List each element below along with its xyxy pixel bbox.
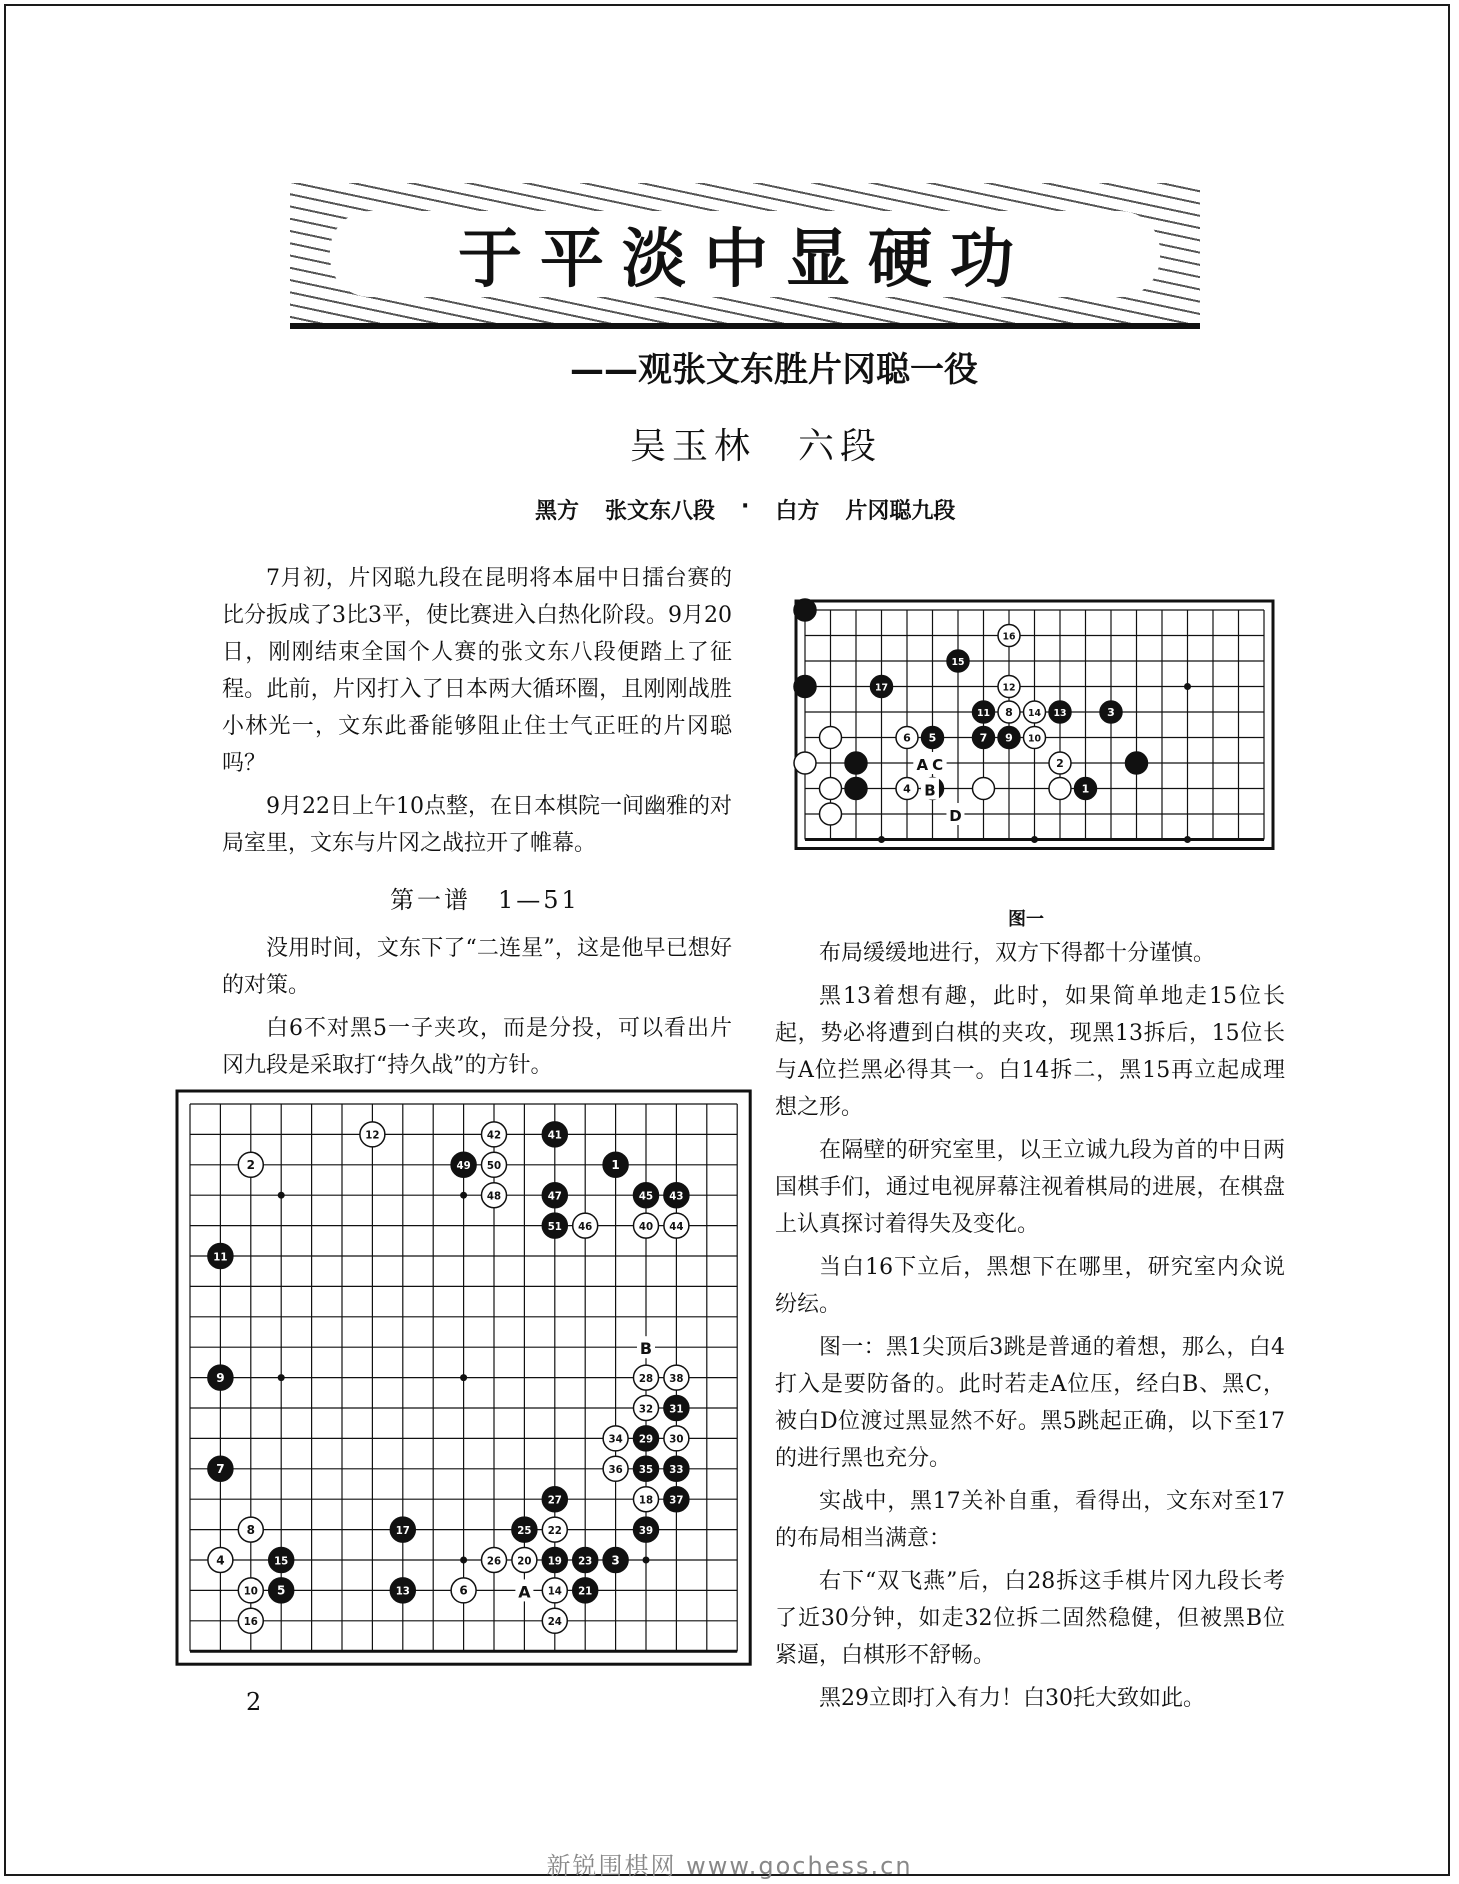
black-stone xyxy=(1126,752,1148,774)
move-number: 5 xyxy=(277,1583,286,1598)
move-number: 7 xyxy=(979,731,988,745)
move-number: 4 xyxy=(216,1553,225,1568)
move-number: 35 xyxy=(638,1465,654,1477)
move-number: 2 xyxy=(246,1158,255,1173)
white-stone xyxy=(542,1578,567,1603)
stone-disc xyxy=(820,727,842,749)
move-number: 17 xyxy=(395,1525,410,1537)
commentary-paragraph: 布局缓缓地进行，双方下得都十分谨慎。 xyxy=(819,941,1216,966)
move-number: 30 xyxy=(669,1434,684,1446)
move-number: 9 xyxy=(1005,731,1013,745)
move-number: 15 xyxy=(951,656,965,668)
star-point xyxy=(1031,836,1038,843)
star-point xyxy=(643,1557,650,1564)
move-number: 13 xyxy=(1053,707,1067,719)
move-number: 8 xyxy=(1005,705,1013,719)
commentary-paragraph: 当白16下立后，黑想下在哪里，研究室内众说纷纭。 xyxy=(775,1255,1285,1317)
black-label: 黑方 xyxy=(535,499,580,524)
white-stone xyxy=(360,1122,385,1147)
intro-paragraph: 7月初，片冈聪九段在昆明将本届中日擂台赛的比分扳成了3比3平，使比赛进入白热化阶段。9月20日，刚刚结束全国个人赛的张文东八段便踏上了征程。此前，片冈打入了日本两大循环圈，且刚刚战胜小林光一，文东此番能够阻止住士气正旺的片冈聪吗？ xyxy=(222,566,732,776)
move-number: 3 xyxy=(611,1553,620,1568)
white-stone xyxy=(482,1152,507,1177)
black-stone xyxy=(1100,701,1122,723)
commentary-paragraph: 黑29立即打入有力！白30托大致如此。 xyxy=(819,1686,1205,1711)
figure-one-board xyxy=(795,600,1275,886)
white-stone xyxy=(664,1426,689,1451)
move-number: 19 xyxy=(547,1556,562,1568)
move-number: 47 xyxy=(547,1191,562,1203)
move-number: 34 xyxy=(608,1434,623,1446)
white-stone xyxy=(1049,778,1071,800)
board-letter-label: C xyxy=(932,756,944,774)
stone-disc xyxy=(1049,778,1071,800)
move-number: 39 xyxy=(638,1525,654,1537)
commentary-paragraph: 黑13着想有趣，此时，如果简单地走15位长起，势必将遭到白棋的夹攻，现黑13拆后，15位长与A位拦黑必得其一。白14拆二，黑15再立起成理想之形。 xyxy=(775,984,1285,1120)
move-number: 46 xyxy=(578,1221,593,1233)
black-stone xyxy=(664,1183,689,1208)
move-number: 8 xyxy=(246,1522,255,1537)
move-number: 51 xyxy=(547,1221,562,1233)
move-number: 31 xyxy=(669,1404,684,1416)
black-stone xyxy=(947,650,969,672)
stone-disc xyxy=(820,778,842,800)
white-stone xyxy=(896,778,918,800)
black-stone xyxy=(664,1487,689,1512)
intro-column xyxy=(222,560,732,868)
stone-disc xyxy=(845,778,867,800)
move-number: 10 xyxy=(243,1586,258,1598)
white-stone xyxy=(820,778,842,800)
move-number: 45 xyxy=(638,1191,654,1203)
article-title: 于平淡中显硬功 xyxy=(458,223,1032,297)
move-number: 20 xyxy=(517,1556,532,1568)
stone-disc xyxy=(973,778,995,800)
black-stone xyxy=(603,1548,628,1573)
commentary-paragraph: 没用时间，文东下了“二连星”，这是他早已想好的对策。 xyxy=(222,936,732,998)
move-number: 18 xyxy=(638,1495,654,1507)
move-number: 29 xyxy=(638,1434,654,1446)
commentary-paragraph: 实战中，黑17关补自重，看得出，文东对至17的布局相当满意： xyxy=(775,1489,1285,1551)
move-number: 36 xyxy=(608,1465,623,1477)
white-stone xyxy=(998,625,1020,647)
black-stone xyxy=(603,1152,628,1177)
stone-disc xyxy=(794,676,816,698)
stone-disc xyxy=(1126,752,1148,774)
move-number: 6 xyxy=(459,1583,468,1598)
black-stone xyxy=(634,1517,659,1542)
white-stone xyxy=(634,1213,659,1238)
move-number: 10 xyxy=(1027,733,1042,745)
white-stone xyxy=(208,1548,233,1573)
white-stone xyxy=(482,1183,507,1208)
white-stone xyxy=(1024,701,1046,723)
black-stone xyxy=(794,676,816,698)
move-number: 50 xyxy=(486,1161,502,1173)
move-number: 44 xyxy=(669,1221,684,1233)
black-stone xyxy=(1049,701,1071,723)
black-player: 张文东八段 xyxy=(605,499,716,524)
white-stone xyxy=(820,803,842,825)
move-number: 9 xyxy=(216,1370,225,1385)
stone-disc xyxy=(794,599,816,621)
move-number: 12 xyxy=(365,1130,380,1142)
move-number: 40 xyxy=(638,1221,654,1233)
black-stone xyxy=(871,676,893,698)
commentary-paragraph: 在隔壁的研究室里，以王立诚九段为首的中日两国棋手们，通过电视屏幕注视着棋局的进展，在棋盘上认真探讨着得失及变化。 xyxy=(775,1138,1285,1237)
move-number: 2 xyxy=(1056,756,1064,770)
intro-paragraph: 9月22日上午10点整，在日本棋院一间幽雅的对局室里，文东与片冈之战拉开了帷幕。 xyxy=(222,794,732,856)
white-stone xyxy=(634,1365,659,1390)
stone-disc xyxy=(794,752,816,774)
white-stone xyxy=(512,1548,537,1573)
white-stone xyxy=(896,727,918,749)
move-number: 14 xyxy=(547,1586,562,1598)
white-stone xyxy=(542,1608,567,1633)
move-number: 3 xyxy=(1107,705,1115,719)
move-number: 15 xyxy=(274,1556,289,1568)
black-stone xyxy=(1075,778,1097,800)
star-point xyxy=(278,1374,285,1381)
star-point xyxy=(278,1192,285,1199)
black-stone xyxy=(208,1365,233,1390)
black-stone xyxy=(922,727,944,749)
black-stone xyxy=(542,1548,567,1573)
white-stone xyxy=(634,1487,659,1512)
move-number: 6 xyxy=(903,731,911,745)
move-number: 4 xyxy=(903,782,911,796)
move-number: 11 xyxy=(213,1252,228,1264)
commentary-paragraph: 图一：黑1尖顶后3跳是普通的着想，那么，白4打入是要防备的。此时若走A位压，经白B、黑C，被白D位渡过黑显然不好。黑5跳起正确，以下至17的进行黑也充分。 xyxy=(775,1335,1285,1471)
move-number: 24 xyxy=(547,1617,562,1629)
white-stone xyxy=(603,1426,628,1451)
star-point xyxy=(1184,683,1191,690)
black-stone xyxy=(269,1578,294,1603)
white-stone xyxy=(634,1396,659,1421)
star-point xyxy=(1184,836,1191,843)
stone-disc xyxy=(845,752,867,774)
white-stone xyxy=(973,778,995,800)
black-stone xyxy=(973,701,995,723)
move-number: 7 xyxy=(216,1462,225,1477)
white-stone xyxy=(998,676,1020,698)
watermark-footer: 新锐围棋网 www.gochess.cn xyxy=(546,1852,913,1880)
players-line xyxy=(535,494,955,525)
move-number: 27 xyxy=(547,1495,562,1507)
black-stone xyxy=(542,1122,567,1147)
white-stone xyxy=(482,1548,507,1573)
black-stone xyxy=(664,1456,689,1481)
board-letter-label: D xyxy=(949,807,962,825)
page-number: 2 xyxy=(246,1688,262,1716)
section-heading: 第一谱 1—51 xyxy=(390,886,580,914)
black-stone xyxy=(542,1183,567,1208)
white-stone xyxy=(820,727,842,749)
white-player: 片冈聪九段 xyxy=(845,499,956,524)
black-stone xyxy=(542,1213,567,1238)
white-stone xyxy=(664,1365,689,1390)
board-letter-label: A xyxy=(518,1582,531,1602)
black-stone xyxy=(573,1548,598,1573)
move-number: 26 xyxy=(486,1556,502,1568)
white-stone xyxy=(238,1517,263,1542)
black-stone xyxy=(845,778,867,800)
white-stone xyxy=(664,1213,689,1238)
black-stone xyxy=(794,599,816,621)
board-letter-label: B xyxy=(924,781,936,800)
black-stone xyxy=(269,1548,294,1573)
white-stone xyxy=(482,1122,507,1147)
move-number: 41 xyxy=(547,1130,562,1142)
white-stone xyxy=(238,1152,263,1177)
players-separator: · xyxy=(741,494,750,519)
white-stone xyxy=(1049,752,1071,774)
move-number: 21 xyxy=(578,1586,593,1598)
move-number: 13 xyxy=(395,1586,410,1598)
black-stone xyxy=(451,1152,476,1177)
move-number: 1 xyxy=(611,1158,620,1173)
left-commentary xyxy=(222,930,732,1090)
black-stone xyxy=(973,727,995,749)
move-number: 49 xyxy=(456,1161,471,1173)
white-stone xyxy=(603,1456,628,1481)
black-stone xyxy=(390,1578,415,1603)
move-number: 48 xyxy=(486,1191,502,1203)
move-number: 14 xyxy=(1027,707,1042,719)
black-stone xyxy=(634,1426,659,1451)
white-stone xyxy=(794,752,816,774)
star-point xyxy=(460,1192,467,1199)
white-stone xyxy=(1024,727,1046,749)
move-number: 16 xyxy=(243,1617,258,1629)
article-subtitle: ——观张文东胜片冈聪一役 xyxy=(570,350,978,390)
star-point xyxy=(460,1557,467,1564)
move-number: 12 xyxy=(1002,682,1016,694)
black-stone xyxy=(573,1578,598,1603)
black-stone xyxy=(542,1487,567,1512)
move-number: 5 xyxy=(928,731,937,745)
white-stone xyxy=(238,1608,263,1633)
move-number: 32 xyxy=(638,1404,654,1416)
white-stone xyxy=(542,1517,567,1542)
white-stone xyxy=(573,1213,598,1238)
black-stone xyxy=(845,752,867,774)
star-point xyxy=(878,836,885,843)
move-number: 16 xyxy=(1002,631,1016,643)
title-banner-inner xyxy=(330,211,1160,297)
move-number: 42 xyxy=(486,1130,502,1142)
move-number: 25 xyxy=(517,1525,532,1537)
black-stone xyxy=(998,727,1020,749)
move-number: 37 xyxy=(669,1495,684,1507)
board-letter-label: A xyxy=(916,756,929,774)
star-point xyxy=(460,1374,467,1381)
black-stone xyxy=(208,1456,233,1481)
black-stone xyxy=(664,1396,689,1421)
board-letter-label: B xyxy=(639,1339,653,1359)
right-commentary xyxy=(775,935,1285,1723)
move-number: 33 xyxy=(669,1465,684,1477)
white-stone xyxy=(238,1578,263,1603)
author-line: 吴玉林 六段 xyxy=(630,426,883,467)
white-stone xyxy=(998,701,1020,723)
figure-caption: 图一 xyxy=(1008,909,1044,930)
move-number: 22 xyxy=(547,1525,562,1537)
title-banner xyxy=(290,183,1200,329)
move-number: 11 xyxy=(976,707,991,719)
move-number: 17 xyxy=(874,682,889,694)
main-game-board xyxy=(176,1090,751,1660)
black-stone xyxy=(634,1456,659,1481)
black-stone xyxy=(390,1517,415,1542)
move-number: 43 xyxy=(669,1191,684,1203)
commentary-paragraph: 白6不对黑5一子夹攻，而是分投，可以看出片冈九段是采取打“持久战”的方针。 xyxy=(222,1016,732,1078)
black-stone xyxy=(634,1183,659,1208)
black-stone xyxy=(512,1517,537,1542)
move-number: 38 xyxy=(669,1373,684,1385)
white-stone xyxy=(451,1578,476,1603)
commentary-paragraph: 右下“双飞燕”后，白28拆这手棋片冈九段长考了近30分钟，如走32位拆二固然稳健，但被黑B位紧逼，白棋形不舒畅。 xyxy=(775,1569,1285,1668)
white-label: 白方 xyxy=(775,499,820,524)
move-number: 28 xyxy=(638,1373,654,1385)
move-number: 23 xyxy=(578,1556,593,1568)
stone-disc xyxy=(820,803,842,825)
black-stone xyxy=(208,1244,233,1269)
move-number: 1 xyxy=(1081,782,1090,796)
